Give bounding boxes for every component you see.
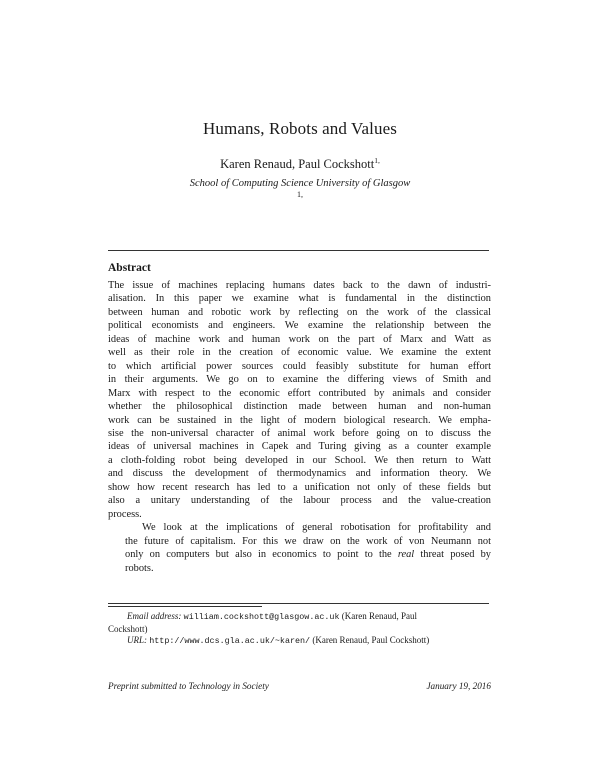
- abstract-line: show how recent research has led to a unification not only of these fields but: [108, 481, 491, 493]
- affiliation-number: 1,: [297, 190, 303, 199]
- abstract-paragraph-2: [108, 521, 491, 575]
- abstract-line-tail: threat posed by: [414, 549, 491, 561]
- abstract-body: [108, 279, 491, 575]
- abstract-top-rule: [108, 250, 489, 251]
- abstract-line: ideas of machine work and human work on the part of Marx and Watt as: [108, 333, 491, 345]
- abstract-line: sise the non-universal character of animal work before going on to discuss the: [108, 427, 491, 439]
- author-names: Karen Renaud, Paul Cockshott: [220, 157, 375, 171]
- footnotes: [108, 611, 491, 648]
- affiliation: School of Computing Science University of Glasgow: [189, 178, 411, 189]
- email-label: Email address:: [127, 611, 182, 621]
- abstract-line: in their arguments. We go on to examine the differing views of Smith and: [108, 374, 491, 386]
- url-footnote: [108, 635, 491, 648]
- abstract-line: a cloth-folding robot being developed in our School. We then return to Watt: [108, 454, 491, 466]
- abstract-paragraph-1: [108, 279, 491, 521]
- abstract-line: also a unitary understanding of the labour process and the value-creation: [108, 495, 491, 507]
- url-label: URL:: [127, 635, 147, 645]
- abstract-line: and discuss the development of thermodynamics and information theory. We: [108, 468, 491, 480]
- url-suffix: (Karen Renaud, Paul Cockshott): [310, 635, 430, 645]
- footer-date: January 19, 2016: [426, 681, 491, 691]
- abstract-line: The issue of machines replacing humans dates back to the dawn of industri-: [108, 280, 491, 291]
- abstract-line: process.: [108, 508, 142, 520]
- abstract-line: whether the philosophical distinction made between human and non-human: [108, 401, 491, 413]
- abstract-line: political economists and engineers. We examine the relationship between the: [108, 320, 491, 332]
- abstract-line-with-emphasis: [108, 548, 491, 561]
- footer-preprint: Preprint submitted to Technology in Society: [108, 681, 269, 691]
- abstract-heading: Abstract: [108, 262, 151, 274]
- author-line: [0, 156, 600, 172]
- url-link[interactable]: http://www.dcs.gla.ac.uk/~karen/: [149, 636, 311, 646]
- abstract-line: well as their role in the creation of economic value. We examine the extent: [108, 347, 491, 359]
- abstract-bottom-rule: [108, 603, 489, 604]
- email-suffix: (Karen Renaud, Paul: [339, 611, 417, 621]
- abstract-line: alisation. In this paper we examine what is fundamental in the distinction: [108, 293, 491, 305]
- abstract-line: the future of capitalism. For this we draw on the work of von Neumann not: [125, 535, 491, 547]
- abstract-line: ideas of universal machines in Capek and Turing giving as a counter example: [108, 441, 491, 453]
- author-marker: 1,: [374, 156, 380, 165]
- abstract-line: We look at the implications of general robotisation for profitability and: [142, 522, 491, 534]
- abstract-line: to which artificial power sources could feasibly substitute for human effort: [108, 360, 491, 372]
- emphasis-real: real: [397, 549, 415, 561]
- paper-title: Humans, Robots and Values: [203, 119, 397, 138]
- email-footnote: [108, 611, 491, 624]
- page-footer: [108, 681, 491, 691]
- abstract-line: Marx with respect to the economic effort contributed by animals and consider: [108, 387, 491, 399]
- abstract-line: robots.: [125, 562, 154, 574]
- email-footnote-continued: Cockshott): [108, 623, 148, 634]
- footnote-rule: [108, 606, 262, 607]
- abstract-line: work can be sustained in the light of modern biological research. We empha-: [108, 414, 491, 426]
- email-address[interactable]: william.cockshott@glasgow.ac.uk: [183, 612, 340, 622]
- abstract-line: between human and robotic work by reflecting on the work of the classical: [108, 306, 491, 318]
- abstract-line-head: only on computers but also in economics to point to the: [125, 549, 398, 561]
